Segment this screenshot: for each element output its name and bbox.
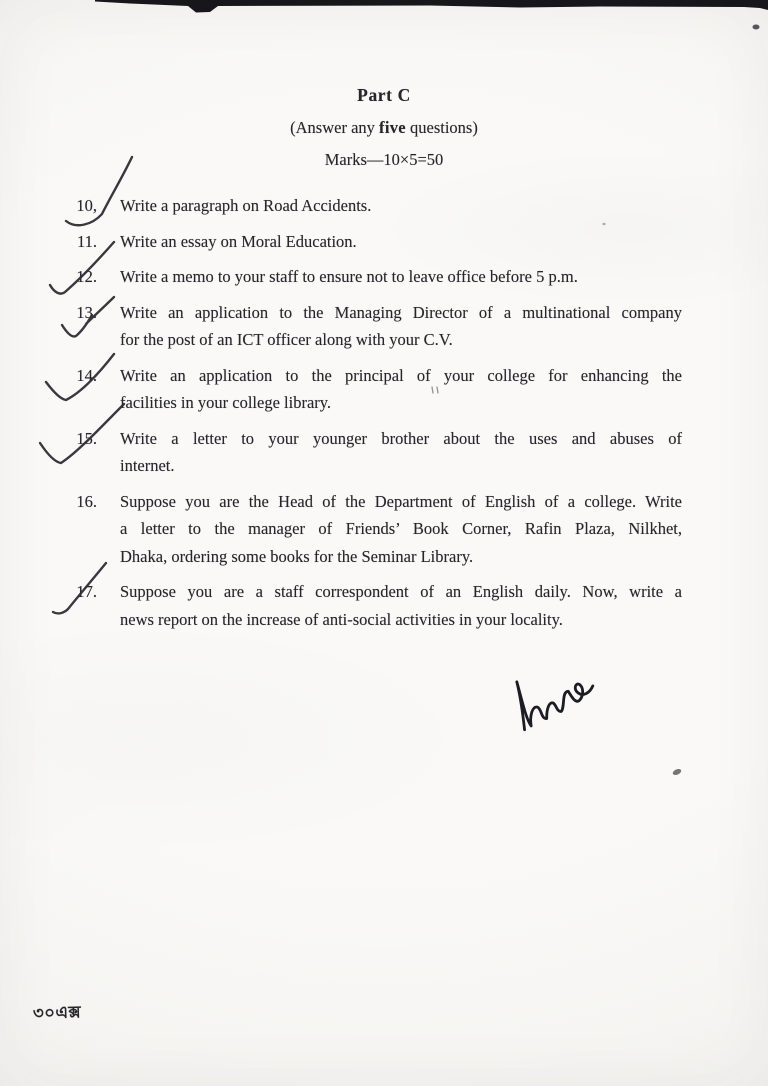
question-text-line: Write an application to the principal of your college for enhancing the <box>120 365 682 385</box>
part-title: Part C <box>357 85 411 105</box>
question-number: 11. <box>76 231 97 251</box>
question-text <box>120 228 682 256</box>
question-row <box>56 299 768 354</box>
question-text-line: Suppose you are the Head of the Department of English of a college. Write <box>120 491 682 511</box>
question-text-line: facilities in your college library. <box>120 393 332 412</box>
ink-speck <box>672 768 682 777</box>
question-text-line: news report on the increase of anti-social activities in your locality. <box>120 609 563 629</box>
question-text-line: for the post of an ICT officer along with your C.V. <box>120 330 453 349</box>
question-row <box>56 488 768 571</box>
footer-code: ৩০এক্স <box>32 1002 82 1023</box>
answer-prefix: (Answer any <box>290 118 380 137</box>
question-number: 16. <box>76 491 97 511</box>
handwritten-note-strokes <box>507 656 599 730</box>
question-row <box>56 228 768 256</box>
handwritten-note <box>495 623 654 748</box>
question-text <box>120 362 682 417</box>
question-text-line: internet. <box>120 456 175 475</box>
scan-edge-artifact <box>0 0 768 34</box>
question-number: 17. <box>76 582 97 601</box>
question-text-line: Write an essay on Moral Education. <box>120 231 357 251</box>
question-text-line: Dhaka, ordering some books for the Seminar Library. <box>120 546 474 566</box>
question-row <box>56 263 768 291</box>
question-row <box>56 425 768 480</box>
question-number: 15. <box>76 428 97 448</box>
question-row <box>56 578 768 633</box>
question-text <box>120 263 682 291</box>
question-row <box>56 192 768 220</box>
question-text-line: Write a paragraph on Road Accidents. <box>120 196 372 215</box>
question-number: 13. <box>76 302 97 322</box>
question-number: 14. <box>76 365 97 385</box>
question-text <box>120 299 682 354</box>
question-text-line: Suppose you are a staff correspondent of an English daily. Now, write a <box>120 582 682 601</box>
question-text <box>120 578 682 633</box>
question-text-line: Write a memo to your staff to ensure not to leave office before 5 p.m. <box>120 267 578 286</box>
answer-count: five <box>379 118 406 137</box>
question-text <box>120 488 682 571</box>
question-list <box>0 192 768 633</box>
answer-instruction <box>0 117 768 139</box>
answer-suffix: questions) <box>405 118 478 137</box>
question-text-line: Write a letter to your younger brother about the uses and abuses of <box>120 428 682 448</box>
question-text <box>120 425 682 480</box>
scan-edge-shape <box>95 0 768 13</box>
question-number: 10, <box>76 196 97 215</box>
question-text <box>120 192 682 220</box>
question-text-line: a letter to the manager of Friends’ Book Corner, Rafin Plaza, Nilkhet, <box>120 519 682 538</box>
ink-speck <box>753 25 760 30</box>
question-text-line: Write an application to the Managing Director of a multinational company <box>120 302 682 322</box>
question-row <box>56 362 768 417</box>
marks-line: Marks—10×5=50 <box>324 150 444 169</box>
question-number: 12. <box>76 267 97 286</box>
